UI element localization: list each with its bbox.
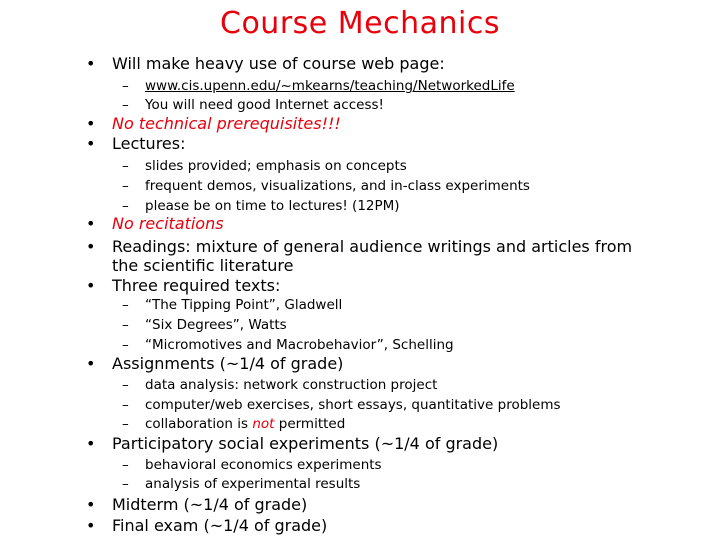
bullet-glyph: •	[86, 354, 96, 373]
bullet-text: Readings: mixture of general audience writings and articles from	[112, 237, 633, 256]
dash-glyph: –	[122, 178, 129, 194]
emphasis-not: not	[252, 416, 275, 432]
bullet-text: No technical prerequisites!!!	[112, 114, 341, 133]
slide-title: Course Mechanics	[220, 6, 500, 41]
bullet-glyph: •	[86, 237, 96, 256]
bullet-glyph: •	[86, 434, 96, 453]
dash-glyph: –	[122, 397, 129, 413]
bullet-text: Final exam (~1/4 of grade)	[112, 516, 328, 535]
dash-glyph: –	[122, 457, 129, 473]
sub-item-text: data analysis: network construction project	[145, 377, 438, 393]
bullet-glyph: •	[86, 114, 96, 133]
dash-glyph: –	[122, 377, 129, 393]
dash-glyph: –	[122, 297, 129, 313]
sub-item-text: “Six Degrees”, Watts	[145, 317, 287, 333]
sub-item-text: behavioral economics experiments	[145, 457, 382, 473]
sub-text-before: collaboration is	[145, 416, 253, 432]
bullet-text: No recitations	[112, 214, 224, 233]
bullet-text: Lectures:	[112, 134, 186, 153]
sub-item-text: computer/web exercises, short essays, quantitative problems	[145, 397, 561, 413]
sub-item-text: analysis of experimental results	[145, 476, 361, 492]
dash-glyph: –	[122, 158, 129, 174]
bullet-glyph: •	[86, 214, 96, 233]
bullet-text-continued: the scientific literature	[112, 256, 294, 275]
bullet-text: Will make heavy use of course web page:	[112, 54, 445, 73]
sub-item-text: slides provided; emphasis on concepts	[145, 158, 407, 174]
sub-item-text: frequent demos, visualizations, and in-class experiments	[145, 178, 530, 194]
bullet-glyph: •	[86, 276, 96, 295]
dash-glyph: –	[122, 416, 129, 432]
sub-text-after: permitted	[274, 416, 346, 432]
dash-glyph: –	[122, 476, 129, 492]
dash-glyph: –	[122, 78, 129, 94]
bullet-glyph: •	[86, 516, 96, 535]
bullet-text: Participatory social experiments (~1/4 of grade)	[112, 434, 499, 453]
bullet-glyph: •	[86, 495, 96, 514]
course-web-link[interactable]: www.cis.upenn.edu/~mkearns/teaching/NetworkedLife	[145, 78, 515, 94]
bullet-text: Midterm (~1/4 of grade)	[112, 495, 308, 514]
sub-item-text: please be on time to lectures! (12PM)	[145, 198, 400, 214]
bullet-text: Assignments (~1/4 of grade)	[112, 354, 344, 373]
dash-glyph: –	[122, 97, 129, 113]
bullet-text: Three required texts:	[112, 276, 281, 295]
dash-glyph: –	[122, 198, 129, 214]
bullet-glyph: •	[86, 134, 96, 153]
sub-item-text: You will need good Internet access!	[145, 97, 384, 113]
sub-item-text: “Micromotives and Macrobehavior”, Schelling	[145, 337, 454, 353]
sub-item-text: “The Tipping Point”, Gladwell	[145, 297, 343, 313]
dash-glyph: –	[122, 337, 129, 353]
sub-item-text	[145, 415, 345, 433]
bullet-glyph: •	[86, 54, 96, 73]
dash-glyph: –	[122, 317, 129, 333]
